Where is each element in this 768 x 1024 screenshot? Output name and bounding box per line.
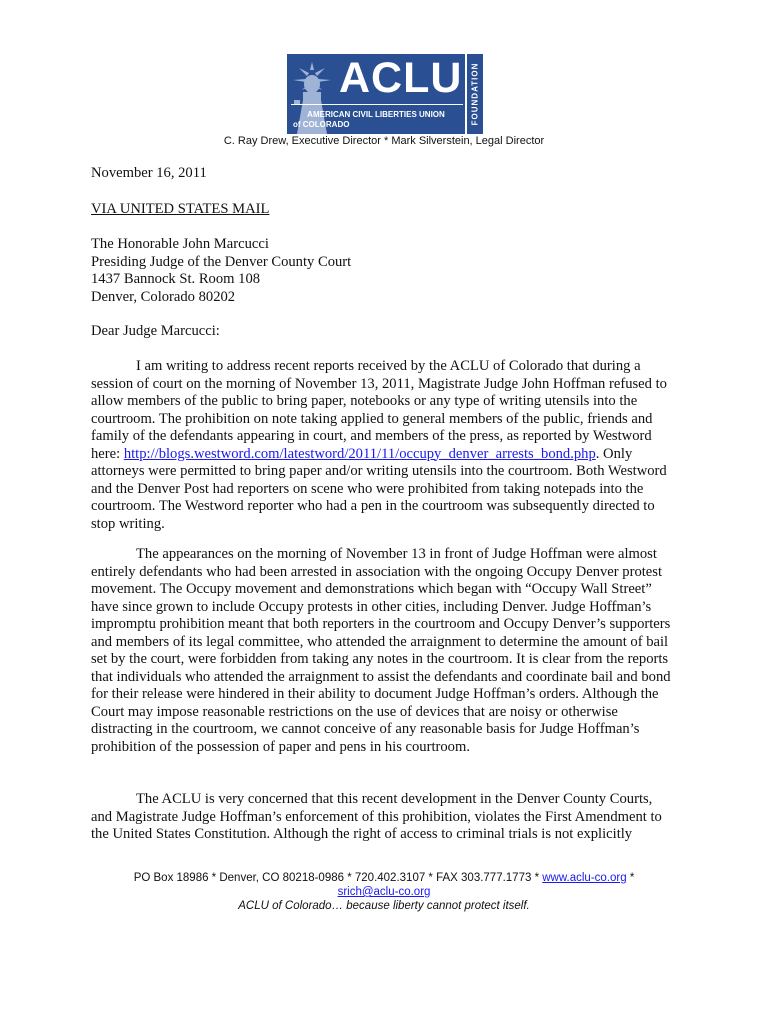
paragraph-1-text: I am writing to address recent reports received by the ACLU of Colorado that during a session of court on the morning of November 13, 2011, Magistrate Judge John Hoffman refused to allow members of the public to bring paper, notebooks or any type of writing utensils into the courtroom. The prohibition on note taking applied to general members of the public, friends and family of the defendants appearing in court, and members of the press, as reported by Westword here: (91, 358, 667, 462)
logo-wordmark: ACLU (339, 54, 463, 102)
footer-separator: * (626, 872, 635, 884)
logo-state: of COLORADO (293, 120, 350, 129)
address-line: Denver, Colorado 80202 (91, 288, 236, 305)
salutation: Dear Judge Marcucci: (91, 323, 220, 339)
letter-date: November 16, 2011 (91, 165, 207, 181)
paragraph-2-text: The appearances on the morning of November 13 in front of Judge Hoffman were almost entirely defendants who had been arrested in association with the ongoing Occupy Denver protest movement. The Occupy movement and demonstrations which began with “Occupy Wall Street” have since grown to include Occupy protests in other cities, including Denver. Judge Hoffman’s impromptu prohibition meant that both reporters in the courtroom and Occupy Denver’s supporters and members of its legal committee, who attended the arraignment to determine the amount of bail set by the court, were forbidden from taking any notes in the courtroom. It is clear from the reports that individuals who attended the arraignment to assist the defendants and coordinate bail and bond for their release were hindered in their ability to document Judge Hoffman’s orders. Although the Court may impose reasonable restrictions on the use of devices that are noisy or otherwise distracting in the courtroom, we cannot conceive of any reasonable basis for Judge Hoffman’s prohibition of the possession of paper and pens in his courtroom. (91, 546, 671, 755)
aclu-logo (287, 54, 483, 134)
address-line: 1437 Bannock St. Room 108 (91, 271, 261, 287)
paragraph-1 (91, 358, 677, 533)
logo-org-name: AMERICAN CIVIL LIBERTIES UNION (307, 110, 445, 119)
paragraph-3 (91, 791, 677, 844)
address-line: Presiding Judge of the Denver County Court (91, 253, 352, 270)
recipient-address (91, 236, 677, 306)
logo-foundation-text: FOUNDATION (470, 62, 480, 126)
address-line: The Honorable John Marcucci (91, 236, 269, 252)
directors-line: C. Ray Drew, Executive Director * Mark Silverstein, Legal Director (223, 135, 545, 147)
email-link[interactable]: srich@aclu-co.org (337, 886, 431, 898)
delivery-method: VIA UNITED STATES MAIL (91, 201, 270, 217)
footer-tagline: ACLU of Colorado… because liberty cannot protect itself. (238, 900, 530, 912)
paragraph-1-text-end: . Only attorneys were permitted to bring paper and/or writing utensils into the courtroom. Both Westword and the Denver Post had reporters on scene who were prohibited from taking notepads into the courtroom. The Westword reporter who had a pen in the courtroom was subsequently directed to stop writing. (91, 445, 667, 532)
logo-foundation-band (467, 54, 483, 134)
logo-divider (291, 104, 463, 105)
footer-address: PO Box 18986 * Denver, CO 80218-0986 * 720.402.3107 * FAX 303.777.1773 * (133, 872, 543, 884)
paragraph-2 (91, 546, 677, 756)
logo-panel (287, 54, 465, 134)
westword-link[interactable]: http://blogs.westword.com/latestword/2011/11/occupy_denver_arrests_bond.php (123, 445, 596, 462)
paragraph-3-text: The ACLU is very concerned that this recent development in the Denver County Courts, and Magistrate Judge Hoffman’s enforcement of this prohibition, violates the First Amendment to the United States Constitution. Although the right of access to criminal trials is not explicitly (91, 791, 662, 842)
website-link[interactable]: www.aclu-co.org (542, 872, 627, 884)
footer-contact (0, 871, 768, 899)
